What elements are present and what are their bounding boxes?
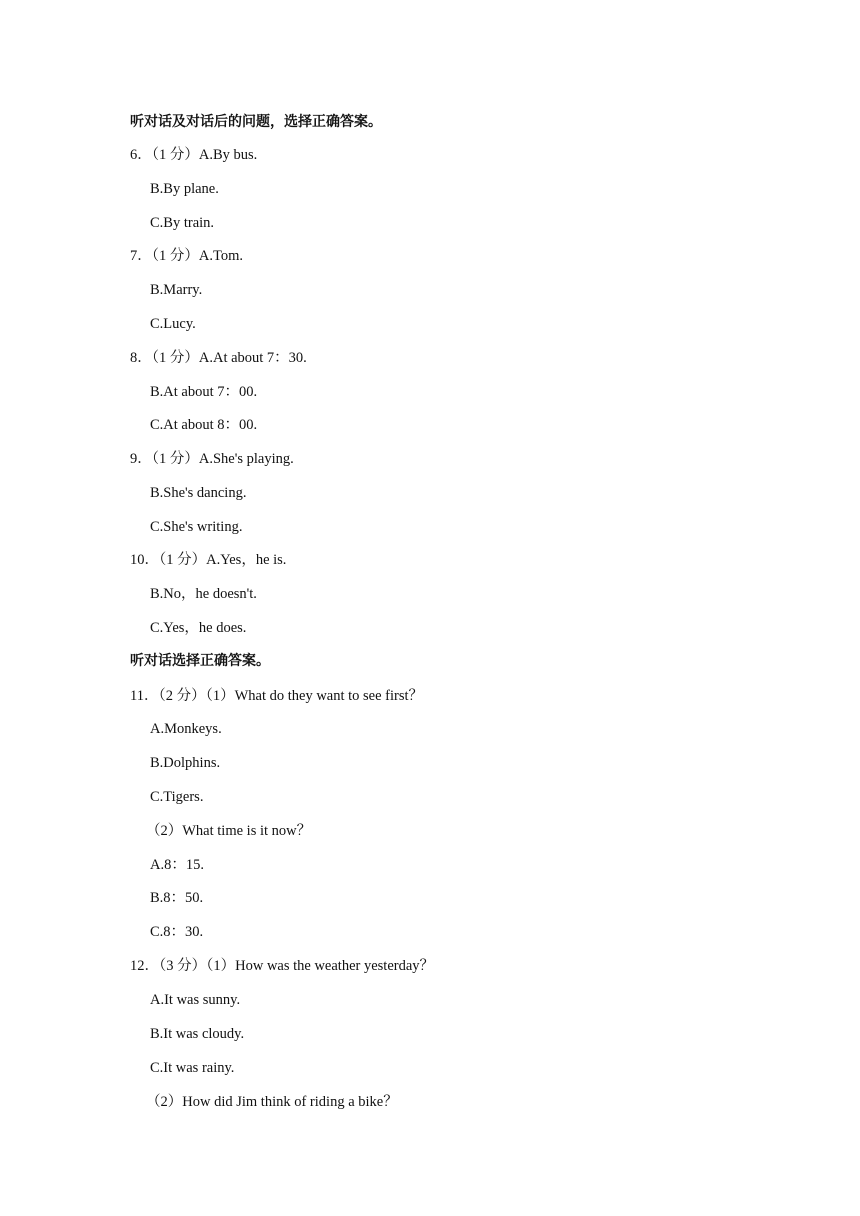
question-7-stem: 7．（1 分）A.Tom. xyxy=(130,248,243,264)
question-12-subquestion: （2）How did Jim think of riding a bike？ xyxy=(146,1094,398,1110)
question-11-1-option-b: B.Dolphins. xyxy=(150,755,221,771)
question-6-stem: 6．（1 分）A.By bus. xyxy=(130,147,258,163)
question-9-option-c: C.She's writing. xyxy=(150,519,243,535)
question-9-option-b: B.She's dancing. xyxy=(150,485,247,501)
question-6-option-c: C.By train. xyxy=(150,215,215,231)
question-11-2-option-a: A.8：15. xyxy=(150,857,204,873)
section-heading: 听对话选择正确答案。 xyxy=(130,653,270,669)
question-10-stem: 10．（1 分）A.Yes，he is. xyxy=(130,552,287,568)
question-11-stem: 11．（2 分）（1）What do they want to see first？ xyxy=(130,688,424,704)
question-7-option-b: B.Marry. xyxy=(150,282,203,298)
section-heading: 听对话及对话后的问题，选择正确答案。 xyxy=(130,114,382,130)
question-11-1-option-a: A.Monkeys. xyxy=(150,721,222,737)
question-11-subquestion: （2）What time is it now？ xyxy=(146,823,312,839)
question-11-2-option-b: B.8：50. xyxy=(150,890,204,906)
question-6-option-b: B.By plane. xyxy=(150,181,219,197)
question-7-option-c: C.Lucy. xyxy=(150,316,196,332)
question-8-option-b: B.At about 7：00. xyxy=(150,384,258,400)
question-9-stem: 9．（1 分）A.She's playing. xyxy=(130,451,294,467)
question-12-stem: 12．（3 分）（1）How was the weather yesterday？ xyxy=(130,958,435,974)
question-10-option-c: C.Yes，he does. xyxy=(150,620,247,636)
question-10-option-b: B.No，he doesn't. xyxy=(150,586,257,602)
question-12-1-option-c: C.It was rainy. xyxy=(150,1060,235,1076)
question-12-1-option-b: B.It was cloudy. xyxy=(150,1026,245,1042)
question-12-1-option-a: A.It was sunny. xyxy=(150,992,241,1008)
question-11-1-option-c: C.Tigers. xyxy=(150,789,204,805)
question-8-stem: 8．（1 分）A.At about 7：30. xyxy=(130,350,307,366)
question-8-option-c: C.At about 8：00. xyxy=(150,417,258,433)
question-11-2-option-c: C.8：30. xyxy=(150,924,204,940)
